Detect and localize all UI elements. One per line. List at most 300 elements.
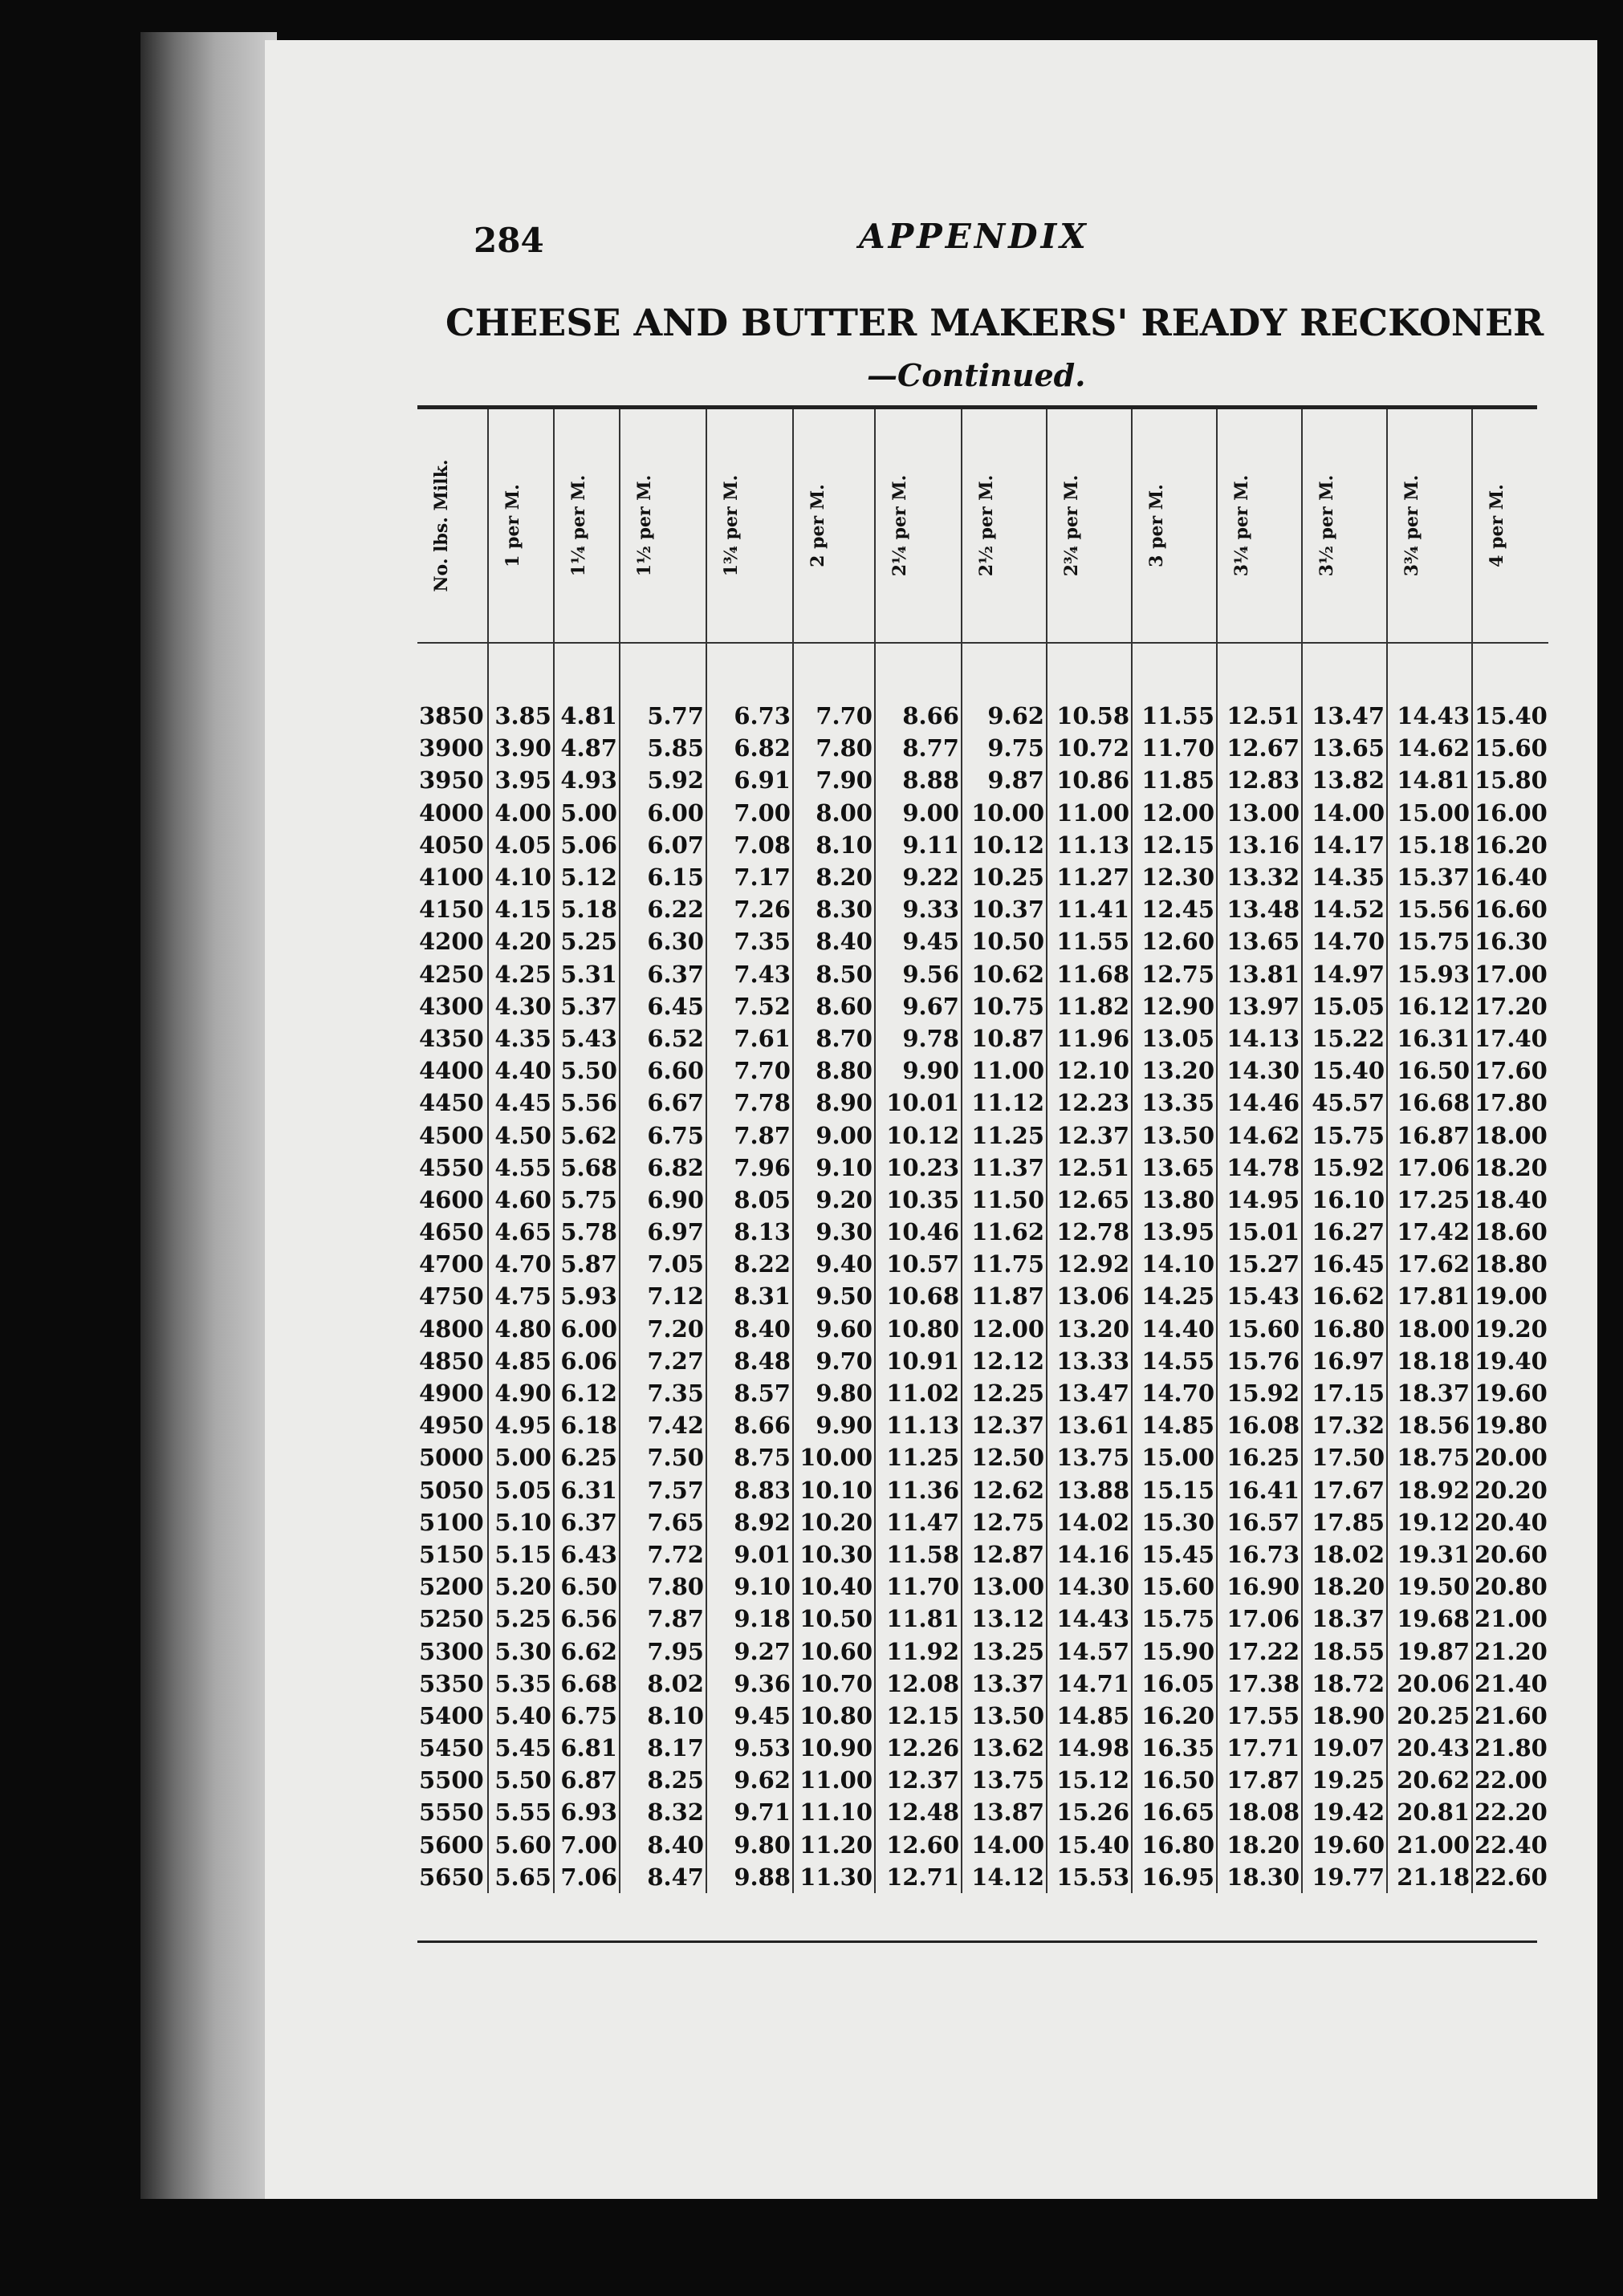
value-cell: 7.90 — [793, 764, 875, 796]
value-cell: 15.40 — [1472, 643, 1548, 732]
milk-amount-cell: 4600 — [419, 1185, 484, 1213]
column-header-label: 3 per M. — [1146, 484, 1167, 567]
value-cell: 8.20 — [793, 861, 875, 893]
value-cell: 12.23 — [1047, 1087, 1132, 1119]
value-cell: 10.62 — [962, 958, 1047, 990]
value-cell: 12.12 — [962, 1345, 1047, 1377]
value-cell: 10.12 — [875, 1119, 962, 1151]
table-row — [417, 1796, 1548, 1828]
value-cell: 11.96 — [1047, 1022, 1132, 1055]
value-cell: 11.12 — [962, 1087, 1047, 1119]
value-cell: 15.00 — [1132, 1441, 1217, 1473]
milk-amount-cell: 5450 — [419, 1734, 484, 1762]
value-cell: 11.00 — [793, 1764, 875, 1796]
value-cell: 11.47 — [875, 1506, 962, 1538]
value-cell: 5.55 — [488, 1796, 554, 1828]
milk-amount-cell: 4750 — [419, 1282, 484, 1311]
milk-amount-cell: 4800 — [419, 1315, 484, 1343]
column-header-label: 2¾ per M. — [1061, 474, 1082, 577]
value-cell: 11.58 — [875, 1538, 962, 1571]
value-cell: 12.62 — [962, 1474, 1047, 1506]
value-cell: 3.90 — [488, 732, 554, 764]
value-cell: 10.10 — [793, 1474, 875, 1506]
value-cell: 14.98 — [1047, 1732, 1132, 1764]
value-cell: 16.20 — [1472, 829, 1548, 861]
value-cell: 17.55 — [1217, 1700, 1302, 1732]
value-cell: 5.62 — [554, 1119, 620, 1151]
value-cell: 19.25 — [1302, 1764, 1387, 1796]
table-row — [417, 1861, 1548, 1893]
value-cell: 12.25 — [962, 1377, 1047, 1409]
value-cell: 10.35 — [875, 1184, 962, 1216]
value-cell: 7.27 — [620, 1345, 706, 1377]
milk-amount-cell: 5150 — [419, 1540, 484, 1568]
value-cell: 14.43 — [1387, 643, 1472, 732]
value-cell: 4.05 — [488, 829, 554, 861]
value-cell: 14.00 — [1302, 797, 1387, 829]
milk-amount-cell: 4150 — [419, 896, 484, 924]
value-cell: 13.00 — [962, 1571, 1047, 1603]
value-cell: 12.65 — [1047, 1184, 1132, 1216]
milk-amount-cell: 5250 — [419, 1605, 484, 1633]
value-cell: 12.37 — [962, 1409, 1047, 1441]
value-cell: 15.92 — [1302, 1152, 1387, 1184]
value-cell: 22.40 — [1472, 1829, 1548, 1861]
column-header — [1217, 409, 1302, 643]
value-cell: 13.48 — [1217, 893, 1302, 925]
value-cell: 6.07 — [620, 829, 706, 861]
value-cell: 6.37 — [554, 1506, 620, 1538]
value-cell: 6.82 — [706, 732, 793, 764]
value-cell: 5.05 — [488, 1474, 554, 1506]
value-cell: 18.30 — [1217, 1861, 1302, 1893]
value-cell: 8.47 — [620, 1861, 706, 1893]
value-cell: 16.10 — [1302, 1184, 1387, 1216]
value-cell: 7.42 — [620, 1409, 706, 1441]
column-header-label: 3¾ per M. — [1401, 474, 1422, 577]
milk-amount-cell: 4550 — [419, 1153, 484, 1181]
value-cell: 17.06 — [1217, 1603, 1302, 1635]
value-cell: 6.12 — [554, 1377, 620, 1409]
value-cell: 16.00 — [1472, 797, 1548, 829]
value-cell: 15.12 — [1047, 1764, 1132, 1796]
value-cell: 6.52 — [620, 1022, 706, 1055]
value-cell: 10.57 — [875, 1248, 962, 1280]
value-cell: 19.80 — [1472, 1409, 1548, 1441]
milk-amount-cell: 4200 — [419, 928, 484, 956]
value-cell: 7.78 — [706, 1087, 793, 1119]
table-row — [417, 1055, 1548, 1087]
table-row — [417, 1603, 1548, 1635]
value-cell: 9.70 — [793, 1345, 875, 1377]
value-cell: 7.52 — [706, 990, 793, 1022]
value-cell: 12.15 — [875, 1700, 962, 1732]
column-header-label: 4 per M. — [1487, 484, 1507, 567]
value-cell: 16.68 — [1387, 1087, 1472, 1119]
table-row — [417, 1829, 1548, 1861]
column-header-label: 3½ per M. — [1316, 474, 1337, 577]
value-cell: 9.50 — [793, 1280, 875, 1312]
value-cell: 4.10 — [488, 861, 554, 893]
value-cell: 6.62 — [554, 1635, 620, 1667]
value-cell: 8.90 — [793, 1087, 875, 1119]
value-cell: 8.48 — [706, 1345, 793, 1377]
value-cell: 9.53 — [706, 1732, 793, 1764]
value-cell: 8.80 — [793, 1055, 875, 1087]
value-cell: 15.26 — [1047, 1796, 1132, 1828]
value-cell: 6.06 — [554, 1345, 620, 1377]
value-cell: 6.68 — [554, 1668, 620, 1700]
value-cell: 10.25 — [962, 861, 1047, 893]
value-cell: 5.50 — [554, 1055, 620, 1087]
value-cell: 12.75 — [962, 1506, 1047, 1538]
value-cell: 18.60 — [1472, 1216, 1548, 1248]
value-cell: 19.87 — [1387, 1635, 1472, 1667]
column-header-label: 2 per M. — [807, 484, 828, 567]
value-cell: 6.97 — [620, 1216, 706, 1248]
value-cell: 9.75 — [962, 732, 1047, 764]
value-cell: 17.62 — [1387, 1248, 1472, 1280]
value-cell: 7.70 — [706, 1055, 793, 1087]
value-cell: 11.36 — [875, 1474, 962, 1506]
value-cell: 5.43 — [554, 1022, 620, 1055]
value-cell: 8.05 — [706, 1184, 793, 1216]
value-cell: 14.13 — [1217, 1022, 1302, 1055]
table-row — [417, 1764, 1548, 1796]
value-cell: 5.45 — [488, 1732, 554, 1764]
value-cell: 12.90 — [1132, 990, 1217, 1022]
value-cell: 9.62 — [706, 1764, 793, 1796]
value-cell: 7.35 — [706, 925, 793, 957]
value-cell: 13.50 — [1132, 1119, 1217, 1151]
value-cell: 14.30 — [1047, 1571, 1132, 1603]
value-cell: 9.01 — [706, 1538, 793, 1571]
value-cell: 6.15 — [620, 861, 706, 893]
table-body — [417, 643, 1548, 1893]
value-cell: 20.60 — [1472, 1538, 1548, 1571]
value-cell: 10.72 — [1047, 732, 1132, 764]
value-cell: 21.20 — [1472, 1635, 1548, 1667]
book-spine-edge — [140, 32, 277, 2199]
column-header — [875, 409, 962, 643]
value-cell: 7.61 — [706, 1022, 793, 1055]
book-page — [265, 40, 1597, 2199]
milk-amount-cell: 4650 — [419, 1218, 484, 1246]
column-header-label: 1½ per M. — [634, 474, 655, 577]
table-row — [417, 1441, 1548, 1473]
value-cell: 4.20 — [488, 925, 554, 957]
value-cell: 10.01 — [875, 1087, 962, 1119]
value-cell: 15.27 — [1217, 1248, 1302, 1280]
value-cell: 20.81 — [1387, 1796, 1472, 1828]
value-cell: 14.17 — [1302, 829, 1387, 861]
value-cell: 5.56 — [554, 1087, 620, 1119]
table-row — [417, 1377, 1548, 1409]
value-cell: 16.62 — [1302, 1280, 1387, 1312]
value-cell: 5.50 — [488, 1764, 554, 1796]
value-cell: 17.38 — [1217, 1668, 1302, 1700]
value-cell: 9.62 — [962, 643, 1047, 732]
value-cell: 15.75 — [1132, 1603, 1217, 1635]
value-cell: 10.87 — [962, 1022, 1047, 1055]
value-cell: 17.87 — [1217, 1764, 1302, 1796]
value-cell: 14.43 — [1047, 1603, 1132, 1635]
value-cell: 7.05 — [620, 1248, 706, 1280]
value-cell: 15.18 — [1387, 829, 1472, 861]
value-cell: 4.87 — [554, 732, 620, 764]
value-cell: 15.60 — [1132, 1571, 1217, 1603]
value-cell: 12.10 — [1047, 1055, 1132, 1087]
table-row — [417, 1668, 1548, 1700]
value-cell: 4.15 — [488, 893, 554, 925]
value-cell: 12.37 — [875, 1764, 962, 1796]
value-cell: 16.50 — [1387, 1055, 1472, 1087]
value-cell: 7.95 — [620, 1635, 706, 1667]
value-cell: 5.31 — [554, 958, 620, 990]
value-cell: 8.40 — [706, 1313, 793, 1345]
value-cell: 7.26 — [706, 893, 793, 925]
column-header — [1472, 409, 1548, 643]
value-cell: 20.25 — [1387, 1700, 1472, 1732]
value-cell: 18.40 — [1472, 1184, 1548, 1216]
value-cell: 14.85 — [1132, 1409, 1217, 1441]
column-header-label: 2½ per M. — [976, 474, 997, 577]
value-cell: 16.95 — [1132, 1861, 1217, 1893]
value-cell: 10.12 — [962, 829, 1047, 861]
milk-amount-cell: 3950 — [419, 766, 484, 794]
value-cell: 4.60 — [488, 1184, 554, 1216]
value-cell: 7.87 — [706, 1119, 793, 1151]
value-cell: 9.87 — [962, 764, 1047, 796]
value-cell: 16.31 — [1387, 1022, 1472, 1055]
value-cell: 15.37 — [1387, 861, 1472, 893]
milk-amount-cell: 5650 — [419, 1863, 484, 1891]
value-cell: 8.66 — [706, 1409, 793, 1441]
value-cell: 9.90 — [875, 1055, 962, 1087]
table-row — [417, 1474, 1548, 1506]
table-row — [417, 1248, 1548, 1280]
value-cell: 9.80 — [706, 1829, 793, 1861]
milk-amount-cell: 5400 — [419, 1701, 484, 1729]
table-row — [417, 1538, 1548, 1571]
value-cell: 11.62 — [962, 1216, 1047, 1248]
value-cell: 21.00 — [1472, 1603, 1548, 1635]
milk-amount-cell: 4950 — [419, 1412, 484, 1440]
value-cell: 19.12 — [1387, 1506, 1472, 1538]
milk-amount-cell: 5050 — [419, 1476, 484, 1504]
value-cell: 22.00 — [1472, 1764, 1548, 1796]
value-cell: 18.55 — [1302, 1635, 1387, 1667]
value-cell: 5.78 — [554, 1216, 620, 1248]
table-row — [417, 1087, 1548, 1119]
value-cell: 21.40 — [1472, 1668, 1548, 1700]
value-cell: 4.30 — [488, 990, 554, 1022]
milk-amount-cell: 4050 — [419, 831, 484, 859]
value-cell: 13.81 — [1217, 958, 1302, 990]
value-cell: 13.97 — [1217, 990, 1302, 1022]
value-cell: 18.92 — [1387, 1474, 1472, 1506]
value-cell: 12.92 — [1047, 1248, 1132, 1280]
value-cell: 9.45 — [875, 925, 962, 957]
value-cell: 18.02 — [1302, 1538, 1387, 1571]
value-cell: 13.61 — [1047, 1409, 1132, 1441]
value-cell: 13.00 — [1217, 797, 1302, 829]
value-cell: 11.92 — [875, 1635, 962, 1667]
value-cell: 21.60 — [1472, 1700, 1548, 1732]
value-cell: 8.25 — [620, 1764, 706, 1796]
value-cell: 16.90 — [1217, 1571, 1302, 1603]
value-cell: 10.50 — [793, 1603, 875, 1635]
value-cell: 15.30 — [1132, 1506, 1217, 1538]
value-cell: 9.36 — [706, 1668, 793, 1700]
value-cell: 11.20 — [793, 1829, 875, 1861]
value-cell: 19.42 — [1302, 1796, 1387, 1828]
value-cell: 6.67 — [620, 1087, 706, 1119]
value-cell: 13.05 — [1132, 1022, 1217, 1055]
value-cell: 18.56 — [1387, 1409, 1472, 1441]
value-cell: 7.50 — [620, 1441, 706, 1473]
value-cell: 13.65 — [1302, 732, 1387, 764]
value-cell: 19.68 — [1387, 1603, 1472, 1635]
table-row — [417, 990, 1548, 1022]
value-cell: 14.25 — [1132, 1280, 1217, 1312]
value-cell: 8.70 — [793, 1022, 875, 1055]
value-cell: 5.85 — [620, 732, 706, 764]
value-cell: 10.30 — [793, 1538, 875, 1571]
value-cell: 15.90 — [1132, 1635, 1217, 1667]
value-cell: 9.45 — [706, 1700, 793, 1732]
table-row — [417, 1571, 1548, 1603]
value-cell: 14.70 — [1302, 925, 1387, 957]
value-cell: 10.80 — [875, 1313, 962, 1345]
table-row — [417, 1022, 1548, 1055]
value-cell: 17.15 — [1302, 1377, 1387, 1409]
value-cell: 14.52 — [1302, 893, 1387, 925]
value-cell: 11.55 — [1132, 643, 1217, 732]
column-header — [1047, 409, 1132, 643]
value-cell: 19.00 — [1472, 1280, 1548, 1312]
value-cell: 13.35 — [1132, 1087, 1217, 1119]
value-cell: 16.12 — [1387, 990, 1472, 1022]
value-cell: 4.40 — [488, 1055, 554, 1087]
value-cell: 8.66 — [875, 643, 962, 732]
value-cell: 18.90 — [1302, 1700, 1387, 1732]
value-cell: 8.32 — [620, 1796, 706, 1828]
value-cell: 6.90 — [620, 1184, 706, 1216]
value-cell: 9.11 — [875, 829, 962, 861]
value-cell: 16.57 — [1217, 1506, 1302, 1538]
value-cell: 9.40 — [793, 1248, 875, 1280]
value-cell: 15.53 — [1047, 1861, 1132, 1893]
value-cell: 16.80 — [1302, 1313, 1387, 1345]
value-cell: 6.18 — [554, 1409, 620, 1441]
value-cell: 6.43 — [554, 1538, 620, 1571]
milk-amount-cell: 3850 — [419, 702, 484, 730]
value-cell: 14.12 — [962, 1861, 1047, 1893]
value-cell: 7.43 — [706, 958, 793, 990]
value-cell: 8.77 — [875, 732, 962, 764]
value-cell: 6.75 — [554, 1700, 620, 1732]
value-cell: 7.80 — [793, 732, 875, 764]
value-cell: 13.65 — [1132, 1152, 1217, 1184]
value-cell: 16.65 — [1132, 1796, 1217, 1828]
value-cell: 7.35 — [620, 1377, 706, 1409]
value-cell: 7.96 — [706, 1152, 793, 1184]
value-cell: 16.08 — [1217, 1409, 1302, 1441]
value-cell: 17.42 — [1387, 1216, 1472, 1248]
value-cell: 14.70 — [1132, 1377, 1217, 1409]
value-cell: 6.87 — [554, 1764, 620, 1796]
value-cell: 11.30 — [793, 1861, 875, 1893]
value-cell: 9.78 — [875, 1022, 962, 1055]
value-cell: 15.93 — [1387, 958, 1472, 990]
column-header-label: 3¼ per M. — [1231, 474, 1252, 577]
value-cell: 9.88 — [706, 1861, 793, 1893]
value-cell: 5.60 — [488, 1829, 554, 1861]
value-cell: 18.08 — [1217, 1796, 1302, 1828]
value-cell: 16.41 — [1217, 1474, 1302, 1506]
value-cell: 18.80 — [1472, 1248, 1548, 1280]
value-cell: 5.68 — [554, 1152, 620, 1184]
value-cell: 10.80 — [793, 1700, 875, 1732]
milk-amount-cell: 4350 — [419, 1024, 484, 1052]
value-cell: 11.82 — [1047, 990, 1132, 1022]
value-cell: 21.18 — [1387, 1861, 1472, 1893]
value-cell: 8.40 — [793, 925, 875, 957]
value-cell: 19.60 — [1472, 1377, 1548, 1409]
value-cell: 13.65 — [1217, 925, 1302, 957]
value-cell: 8.13 — [706, 1216, 793, 1248]
value-cell: 16.50 — [1132, 1764, 1217, 1796]
value-cell: 17.80 — [1472, 1087, 1548, 1119]
value-cell: 7.80 — [620, 1571, 706, 1603]
value-cell: 6.37 — [620, 958, 706, 990]
value-cell: 15.01 — [1217, 1216, 1302, 1248]
value-cell: 6.25 — [554, 1441, 620, 1473]
value-cell: 9.10 — [793, 1152, 875, 1184]
table-row — [417, 1635, 1548, 1667]
value-cell: 8.40 — [620, 1829, 706, 1861]
milk-amount-cell: 4700 — [419, 1250, 484, 1278]
value-cell: 14.57 — [1047, 1635, 1132, 1667]
value-cell: 12.60 — [875, 1829, 962, 1861]
value-cell: 4.81 — [554, 643, 620, 732]
value-cell: 14.97 — [1302, 958, 1387, 990]
value-cell: 17.22 — [1217, 1635, 1302, 1667]
milk-amount-cell: 5500 — [419, 1766, 484, 1794]
value-cell: 18.72 — [1302, 1668, 1387, 1700]
value-cell: 18.37 — [1302, 1603, 1387, 1635]
value-cell: 14.55 — [1132, 1345, 1217, 1377]
table-row — [417, 925, 1548, 957]
value-cell: 20.00 — [1472, 1441, 1548, 1473]
value-cell: 10.37 — [962, 893, 1047, 925]
value-cell: 6.50 — [554, 1571, 620, 1603]
value-cell: 16.45 — [1302, 1248, 1387, 1280]
table-row — [417, 861, 1548, 893]
value-cell: 9.33 — [875, 893, 962, 925]
column-header — [1132, 409, 1217, 643]
value-cell: 14.71 — [1047, 1668, 1132, 1700]
value-cell: 10.91 — [875, 1345, 962, 1377]
value-cell: 17.32 — [1302, 1409, 1387, 1441]
value-cell: 8.60 — [793, 990, 875, 1022]
value-cell: 11.02 — [875, 1377, 962, 1409]
value-cell: 12.83 — [1217, 764, 1302, 796]
value-cell: 14.00 — [962, 1829, 1047, 1861]
value-cell: 4.45 — [488, 1087, 554, 1119]
value-cell: 4.90 — [488, 1377, 554, 1409]
